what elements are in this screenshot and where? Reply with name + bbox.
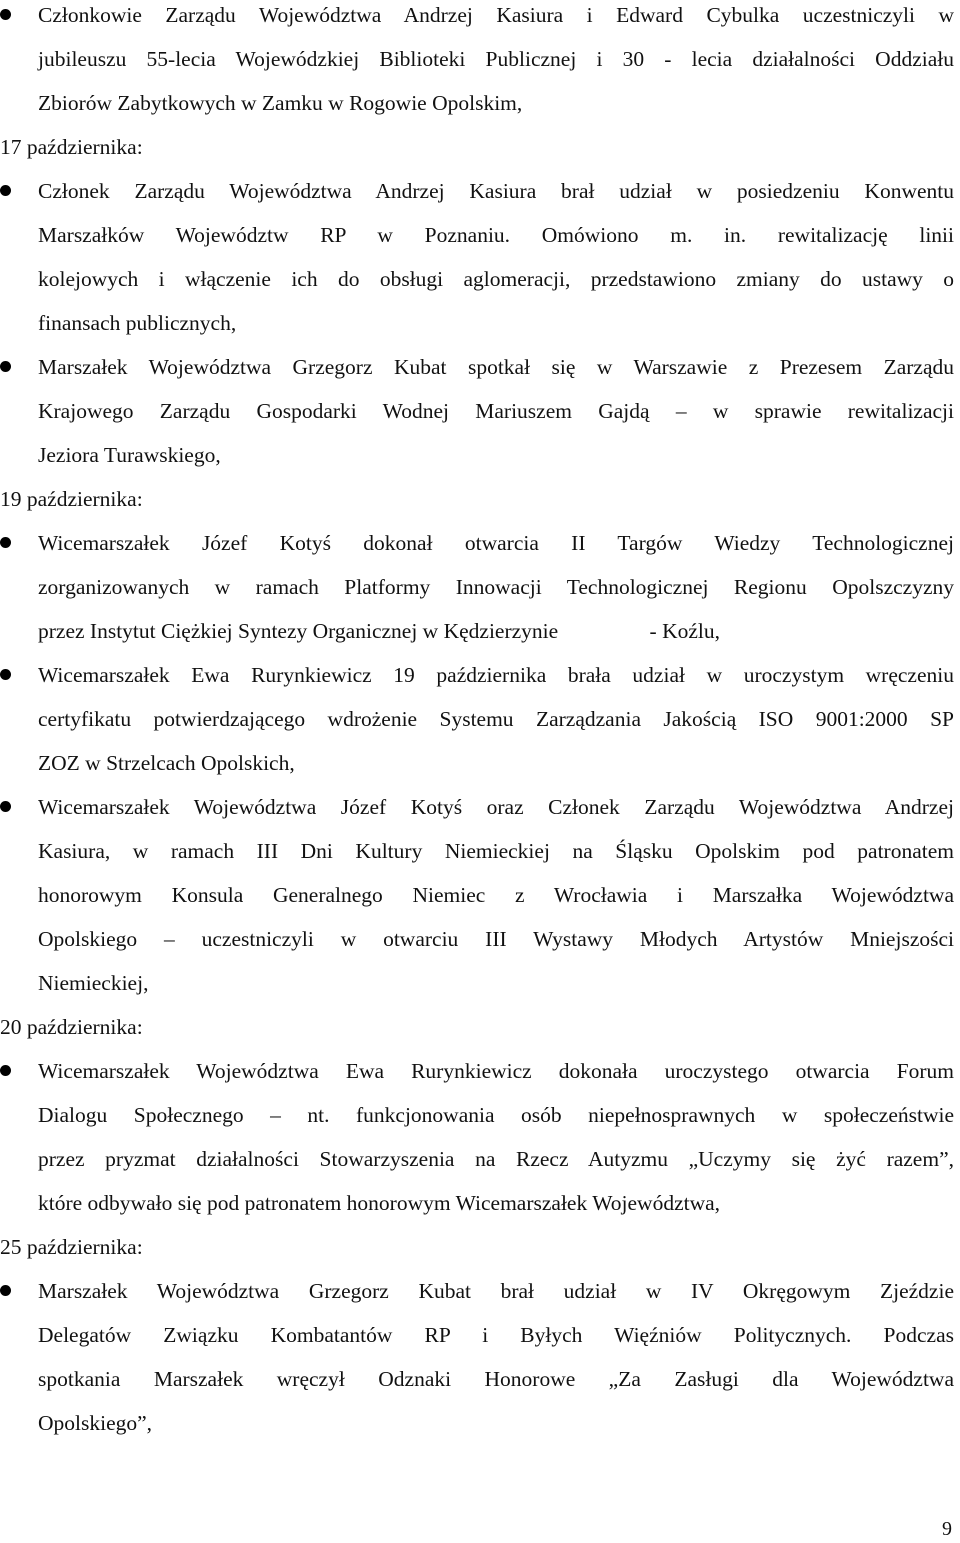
- bullet-item: [0, 521, 960, 653]
- date-heading: 20 października:: [0, 1015, 143, 1039]
- text-line: finansach publicznych,: [38, 311, 237, 335]
- bullet-item: [0, 653, 960, 785]
- text-line: które odbywało się pod patronatem honorowym Wicemarszałek Województwa,: [38, 1191, 721, 1215]
- bullet-icon: [0, 9, 11, 20]
- text-line: Niemieckiej,: [38, 971, 149, 995]
- text-line: kolejowych i włączenie ich do obsługi aglomeracji, przedstawiono zmiany do ustawy o: [38, 267, 954, 291]
- bullet-icon: [0, 669, 11, 680]
- bullet-icon: [0, 185, 11, 196]
- text-line: Zbiorów Zabytkowych w Zamku w Rogowie Opolskim,: [38, 91, 523, 115]
- text-line: Delegatów Związku Kombatantów RP i Byłych Więźniów Politycznych. Podczas: [38, 1323, 954, 1347]
- text-line: Dialogu Społecznego – nt. funkcjonowania osób niepełnosprawnych w społeczeństwie: [38, 1103, 954, 1127]
- text-line: honorowym Konsula Generalnego Niemiec z Wrocławia i Marszałka Województwa: [38, 883, 954, 907]
- bullet-item: [0, 345, 960, 477]
- text-line: Marszałków Województw RP w Poznaniu. Omówiono m. in. rewitalizację linii: [38, 223, 954, 247]
- text-line: ZOZ w Strzelcach Opolskich,: [38, 751, 295, 775]
- text-line: spotkania Marszałek wręczył Odznaki Honorowe „Za Zasługi dla Województwa: [38, 1367, 954, 1391]
- text-line: Opolskiego”,: [38, 1411, 153, 1435]
- date-heading: 25 października:: [0, 1235, 143, 1259]
- text-line: Wicemarszałek Województwa Józef Kotyś oraz Członek Zarządu Województwa Andrzej: [0, 785, 954, 829]
- text-line: Członkowie Zarządu Województwa Andrzej Kasiura i Edward Cybulka uczestniczyli w: [0, 0, 954, 37]
- bullet-item: [0, 1269, 960, 1445]
- text-line: certyfikatu potwierdzającego wdrożenie Systemu Zarządzania Jakością ISO 9001:2000 SP: [38, 707, 954, 731]
- text-line: zorganizowanych w ramach Platformy Innowacji Technologicznej Regionu Opolszczyzny: [38, 575, 954, 599]
- bullet-item: [0, 0, 960, 125]
- text-line: Kasiura, w ramach III Dni Kultury Niemieckiej na Śląsku Opolskim pod patronatem: [38, 839, 954, 863]
- bullet-icon: [0, 1285, 11, 1296]
- text-line: Członek Zarządu Województwa Andrzej Kasiura brał udział w posiedzeniu Konwentu: [0, 169, 954, 213]
- text-line: Wicemarszałek Józef Kotyś dokonał otwarcia II Targów Wiedzy Technologicznej: [0, 521, 954, 565]
- page-number: 9: [942, 1518, 952, 1540]
- text-line: Wicemarszałek Województwa Ewa Rurynkiewicz dokonała uroczystego otwarcia Forum: [0, 1049, 954, 1093]
- bullet-item: [0, 785, 960, 1005]
- bullet-icon: [0, 361, 11, 372]
- date-heading: 19 października:: [0, 487, 143, 511]
- text-line: jubileuszu 55-lecia Wojewódzkiej Biblioteki Publicznej i 30 - lecia działalności Oddziału: [38, 47, 954, 71]
- bullet-icon: [0, 801, 11, 812]
- bullet-item: [0, 1049, 960, 1225]
- text-line: Wicemarszałek Ewa Rurynkiewicz 19 października brała udział w uroczystym wręczeniu: [0, 653, 954, 697]
- text-line: Marszałek Województwa Grzegorz Kubat spotkał się w Warszawie z Prezesem Zarządu: [0, 345, 954, 389]
- text-line: Opolskiego – uczestniczyli w otwarciu III Wystawy Młodych Artystów Mniejszości: [38, 927, 954, 951]
- text-line: Jeziora Turawskiego,: [38, 443, 221, 467]
- text-line: przez pryzmat działalności Stowarzyszenia na Rzecz Autyzmu „Uczymy się żyć razem”,: [38, 1147, 954, 1171]
- date-heading: 17 października:: [0, 135, 143, 159]
- text-line: Krajowego Zarządu Gospodarki Wodnej Mariuszem Gajdą – w sprawie rewitalizacji: [38, 399, 954, 423]
- text-line: przez Instytut Ciężkiej Syntezy Organicznej w Kędzierzynie - Koźlu,: [38, 619, 721, 643]
- bullet-icon: [0, 537, 11, 548]
- bullet-icon: [0, 1065, 11, 1076]
- text-line: Marszałek Województwa Grzegorz Kubat brał udział w IV Okręgowym Zjeździe: [0, 1269, 954, 1313]
- bullet-item: [0, 169, 960, 345]
